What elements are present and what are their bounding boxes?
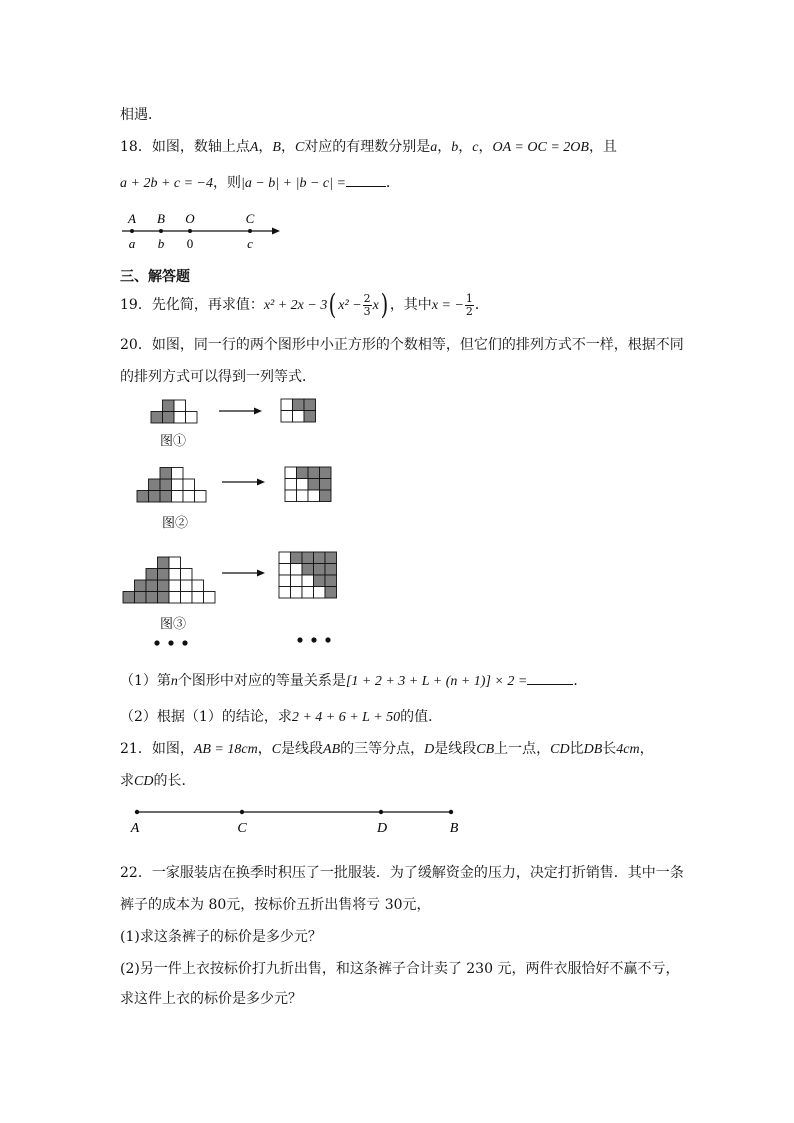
- fig3-rectangle-cell: [279, 575, 291, 587]
- q20-sub1-n: n: [170, 674, 178, 689]
- segment-point-b: [449, 810, 453, 814]
- fig1-arrow-icon: [219, 408, 262, 415]
- q18-line2-end: ．: [385, 175, 400, 191]
- q19-frac-den: 3: [363, 304, 371, 318]
- fig3-rectangle-cell: [314, 552, 326, 564]
- q22-sub2b: 求这件上衣的标价是多少元？: [120, 991, 302, 1007]
- fig1-rectangle-cell: [281, 399, 293, 411]
- fig3-rectangle-cell: [291, 564, 303, 576]
- fig1-rectangle-cell: [293, 399, 305, 411]
- q19-expr-c: x: [372, 298, 379, 313]
- fig2-rectangle-cell: [320, 490, 332, 502]
- fig3-staircase-cell: [158, 557, 170, 569]
- fig2-rectangle-cell: [297, 479, 309, 491]
- q18-var-c: c: [472, 140, 479, 155]
- q20-sub1-expr: [1 + 2 + 3 + L + (n + 1)] × 2 =: [345, 674, 528, 689]
- q18-prefix: 18．如图，数轴上点: [120, 139, 250, 155]
- fig3-caption: 图③: [160, 617, 187, 632]
- q19-fraction-half: [465, 293, 474, 318]
- fig2-staircase-cell: [137, 491, 149, 503]
- q18-end: ，且: [588, 139, 617, 155]
- q18-pt-c: C: [294, 140, 305, 155]
- fig1-rectangle-cell: [293, 411, 305, 423]
- fig2-staircase-cell: [172, 479, 184, 491]
- segment-point-d: [379, 810, 383, 814]
- q21-line2: [120, 770, 195, 790]
- fig1-staircase-cell: [174, 412, 186, 424]
- fig1-caption: 图①: [160, 434, 187, 449]
- number-line-value-c: c: [247, 236, 253, 251]
- q21-line1: [120, 738, 654, 758]
- q19-prefix: 19．先化简，再求值：: [120, 297, 264, 313]
- number-line-point-c: [248, 229, 252, 233]
- fig3-staircase-cell: [204, 592, 216, 604]
- number-line-value-b: b: [157, 236, 165, 251]
- fig3-rectangle-cell: [291, 552, 303, 564]
- q19-val-num: 1: [465, 291, 473, 305]
- fig3-staircase-cell: [181, 592, 193, 604]
- number-line-point-o: [188, 229, 192, 233]
- fig3-staircase-cell: [135, 592, 147, 604]
- q21-cd2: CD: [134, 774, 154, 789]
- fig1-rectangle-cell: [281, 411, 293, 423]
- fig3-rectangle-cell: [291, 587, 303, 599]
- q19-frac-num: 2: [363, 291, 371, 305]
- fig3-staircase-cell: [169, 569, 181, 581]
- fig3-rectangle-cell: [279, 552, 291, 564]
- segment-label-c: C: [237, 821, 247, 836]
- fig2-rectangle-cell: [285, 479, 297, 491]
- q21-len: 4cm: [616, 742, 640, 757]
- fig1-rectangle-cell: [304, 399, 316, 411]
- q21-cb: CB: [476, 742, 495, 757]
- fig2-staircase-cell: [172, 491, 184, 503]
- fig3-staircase-cell: [169, 592, 181, 604]
- number-line-arrow-icon: [272, 228, 280, 235]
- q21-t4: 是线段: [434, 741, 477, 757]
- fig3-rectangle-cell: [325, 575, 337, 587]
- q22-sub1: (1)求这条裤子的标价是多少元？: [120, 929, 322, 945]
- fig2-staircase-cell: [160, 468, 172, 480]
- q18-line2: [120, 172, 400, 192]
- q20-sub2: [120, 706, 442, 726]
- q21-d: D: [424, 742, 435, 757]
- q20-staircase-figures: [115, 392, 375, 654]
- q20-sub1-end: ．: [573, 673, 588, 689]
- number-line-label-b: B: [157, 211, 165, 226]
- q20-sub1-prefix: （1）第: [120, 673, 171, 689]
- fig3-staircase-cell: [158, 569, 170, 581]
- fig1-staircase-cell: [163, 400, 175, 412]
- fig3-rectangle-cell: [314, 564, 326, 576]
- fig2-caption: 图②: [162, 516, 189, 531]
- q18-answer-blank: [346, 174, 386, 187]
- section-heading: 三、解答题: [120, 269, 190, 285]
- fig2-staircase-cell: [183, 491, 195, 503]
- fig2-staircase-cell: [160, 479, 172, 491]
- number-line-label-c: C: [245, 211, 255, 226]
- segment-point-a: [135, 810, 139, 814]
- fig3-staircase-cell: [169, 580, 181, 592]
- q20-sub2-expr: 2 + 4 + 6 + L + 50: [291, 710, 401, 725]
- q21-t6: 比: [569, 741, 584, 757]
- q19-xeq: x = −: [431, 298, 464, 313]
- q21-c: C: [271, 742, 282, 757]
- q19-mid: ，其中: [389, 297, 432, 313]
- number-line-label-o: O: [185, 211, 195, 226]
- fig2-staircase-cell: [149, 491, 161, 503]
- q18-cond1: OA = OC = 2OB: [492, 140, 589, 155]
- q20-sub1: [120, 670, 587, 690]
- fig3-rectangle-cell: [314, 575, 326, 587]
- fig2-staircase-cell: [172, 468, 184, 480]
- segment-label-d: D: [376, 821, 388, 836]
- q18-var-b: b: [451, 140, 459, 155]
- number-line-point-a: [130, 229, 134, 233]
- fig3-rectangle-cell: [291, 575, 303, 587]
- fig2-rectangle-cell: [285, 490, 297, 502]
- fig3-staircase-cell: [146, 580, 158, 592]
- number-line-label-a: A: [128, 211, 136, 226]
- fig2-rectangle-cell: [297, 490, 309, 502]
- q22-sub2: (2)另一件上衣按标价打九折出售，和这条裤子合计卖了 230 元，两件衣服恰好不赢不亏，: [120, 961, 680, 977]
- left-ellipsis-dots: [154, 640, 187, 645]
- q21-t2: 是线段: [281, 741, 324, 757]
- fig3-rectangle-cell: [279, 587, 291, 599]
- fig2-staircase-cell: [149, 479, 161, 491]
- fig1-staircase-cell: [151, 412, 163, 424]
- q20-sub2-prefix: （2）根据（1）的结论，求: [120, 709, 292, 725]
- q19-line: [120, 290, 489, 321]
- fig3-rectangle-cell: [325, 552, 337, 564]
- q18-line1: 18．如图，数轴上点A，B，C对应的有理数分别是a，b，c，OA = OC = 2OB，且: [120, 139, 617, 155]
- q20-answer-blank: [527, 672, 573, 685]
- fig3-staircase-cell: [158, 580, 170, 592]
- fig2-staircase-cell: [195, 491, 207, 503]
- fig3-rectangle-cell: [314, 587, 326, 599]
- fig3-staircase-cell: [192, 592, 204, 604]
- number-line-point-b: [159, 229, 163, 233]
- fig1-rectangle-cell: [304, 411, 316, 423]
- q19-left-paren: (: [329, 288, 337, 321]
- segment-point-c: [240, 810, 244, 814]
- fig3-staircase-cell: [123, 592, 135, 604]
- q20-sub1-mid: 个图形中对应的等量关系是: [177, 673, 346, 689]
- q20-line2: 的排列方式可以得到一列等式．: [120, 369, 316, 385]
- q21-t5: 上一点，: [494, 741, 551, 757]
- fig2-rectangle-cell: [308, 490, 320, 502]
- q21-t1: ，: [257, 741, 272, 757]
- q21-t7: 长: [602, 741, 617, 757]
- fig3-staircase-cell: [181, 580, 193, 592]
- q19-end: ．: [474, 297, 489, 313]
- number-line-value-a: a: [128, 236, 136, 251]
- fig3-staircase-cell: [146, 592, 158, 604]
- fig3-staircase-cell: [169, 557, 181, 569]
- fig1-staircase-cell: [186, 412, 198, 424]
- q18-var-a: a: [430, 140, 438, 155]
- q17-tail: 相遇．: [120, 107, 162, 123]
- fig3-rectangle-cell: [302, 575, 314, 587]
- fig3-rectangle-cell: [302, 587, 314, 599]
- fig2-rectangle-cell: [297, 467, 309, 479]
- q22-line1: 22．一家服装店在换季时积压了一批服装．为了缓解资金的压力，决定打折销售．其中一条: [120, 865, 684, 881]
- q19-right-paren: ): [380, 288, 389, 321]
- segment-label-b: B: [449, 821, 459, 836]
- fig3-rectangle-cell: [325, 564, 337, 576]
- q21-ab2: AB: [323, 742, 341, 757]
- fig2-rectangle-cell: [320, 467, 332, 479]
- fig3-staircase-cell: [192, 580, 204, 592]
- q22-line2: 裤子的成本为 80元，按标价五折出售将亏 30元，: [120, 897, 431, 913]
- q19-expr-b: x² −: [338, 298, 362, 313]
- fig3-rectangle-cell: [302, 552, 314, 564]
- q18-cond2: a + 2b + c = −4: [120, 176, 214, 191]
- fig3-rectangle-cell: [325, 587, 337, 599]
- right-ellipsis-dots: [297, 637, 330, 642]
- fig3-rectangle-cell: [302, 564, 314, 576]
- q21-ab: AB = 18cm: [193, 742, 258, 757]
- q21-db: DB: [583, 742, 603, 757]
- fig3-staircase-cell: [158, 592, 170, 604]
- fig2-staircase-cell: [160, 491, 172, 503]
- q21-cd: CD: [550, 742, 570, 757]
- q18-pt-b: B: [272, 140, 281, 155]
- fig2-rectangle-cell: [308, 479, 320, 491]
- q18-expr: |a − b| + |b − c| =: [241, 176, 346, 191]
- q21-line2-end: 的长．: [153, 773, 196, 789]
- q19-val-den: 2: [465, 304, 473, 318]
- fig3-rectangle-cell: [279, 564, 291, 576]
- fig2-rectangle-cell: [320, 479, 332, 491]
- segment-label-a: A: [130, 821, 140, 836]
- fig2-staircase-cell: [183, 479, 195, 491]
- q20-sub2-end: 的值．: [400, 709, 443, 725]
- fig1-staircase-cell: [174, 400, 186, 412]
- q18-number-line: [118, 208, 288, 254]
- fig2-arrow-icon: [222, 479, 265, 486]
- fig3-staircase-cell: [146, 569, 158, 581]
- q19-fraction-two-thirds: [363, 293, 372, 318]
- fig2-rectangle-cell: [285, 467, 297, 479]
- fig1-staircase-cell: [163, 412, 175, 424]
- q21-t3: 的三等分点，: [340, 741, 425, 757]
- fig3-arrow-icon: [222, 570, 265, 577]
- q19-expr-a: x² + 2x − 3: [263, 298, 328, 313]
- q21-segment-diagram: [125, 802, 470, 838]
- q21-line2-prefix: 求: [120, 773, 134, 789]
- fig2-rectangle-cell: [308, 467, 320, 479]
- q21-prefix: 21．如图，: [120, 741, 194, 757]
- fig3-staircase-cell: [135, 580, 147, 592]
- q21-t8: ，: [639, 741, 654, 757]
- q18-pt-a: A: [249, 140, 259, 155]
- number-line-value-zero: 0: [186, 236, 194, 251]
- q18-then: ，则: [213, 175, 242, 191]
- fig3-staircase-cell: [181, 569, 193, 581]
- q20-line1: 20．如图，同一行的两个图形中小正方形的个数相等，但它们的排列方式不一样，根据不同: [120, 337, 684, 353]
- q18-mid: 对应的有理数分别是: [304, 139, 431, 155]
